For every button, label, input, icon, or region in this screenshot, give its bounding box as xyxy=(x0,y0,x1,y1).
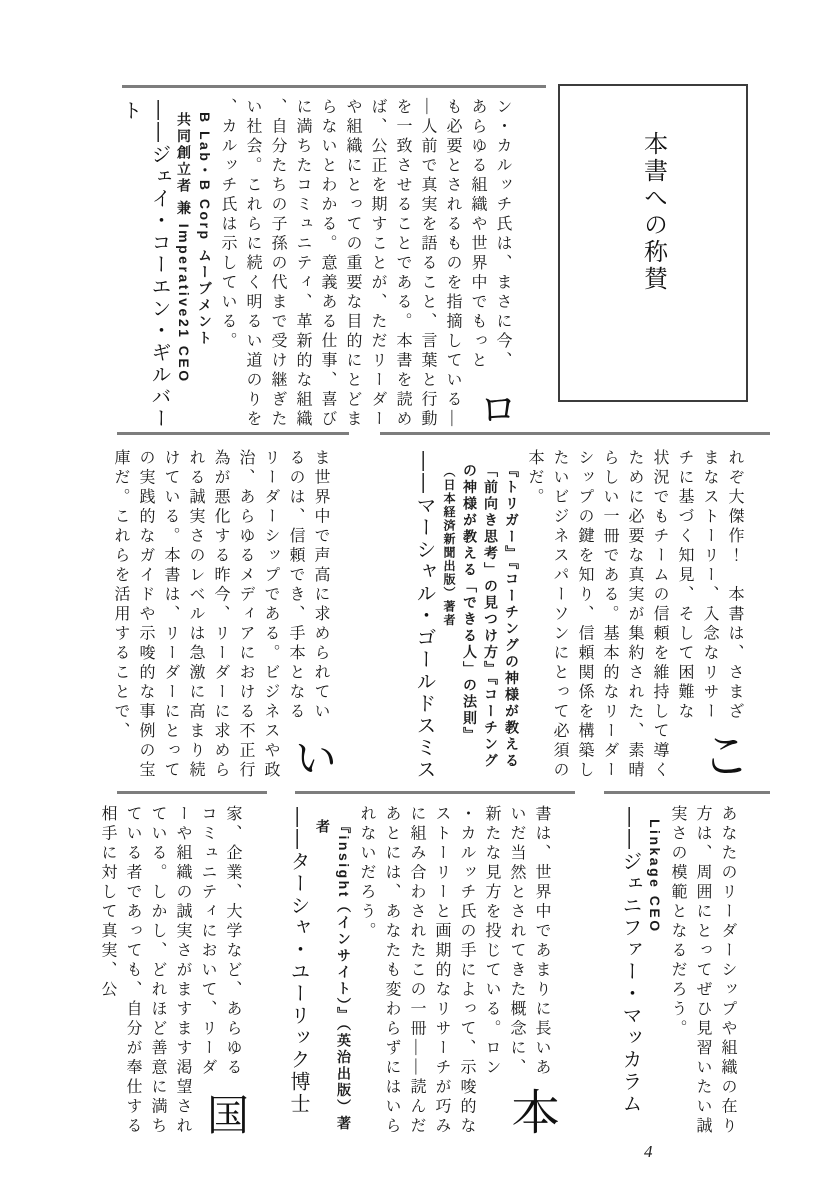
dropcap-kuni: 国 xyxy=(201,1093,247,1135)
divider-band3-left xyxy=(117,791,267,794)
endorsement-mccallum-name: ——ジェニファー・マッカラム xyxy=(619,807,641,1115)
endorsement-gilbert-body: ロ ン・カルッチ氏は、まさに今、あらゆる組織や世界中でもっとも必要とされるものを指摘している——人前で真実を語ること、言葉と行動を一致させることである。本書を読めば、公正を期すことが、ただリーダーや組織にとっての重要な目的にとどまらないとわかる。意義ある仕事、喜びに満ちたコミュニティ、革新的な組織、自分たちの子孫の代まで受け継ぎたい社会。これらに続く明るい道のりを、カルッチ氏は示している。 xyxy=(219,98,518,430)
section-title: 本書への称賛 xyxy=(639,131,666,293)
endorsement-mccallum-credit: Linkage CEO xyxy=(647,819,663,934)
section-title-box xyxy=(558,84,748,402)
endorsement-gilbert-credit-role: 共同創立者 兼 Imperative21 CEO xyxy=(176,112,192,384)
endorsement-gilbert-credit-org: B Lab・B Corp ムーブメント xyxy=(197,112,213,347)
dropcap-ro: ロ xyxy=(473,388,518,428)
dropcap-ko: こ xyxy=(694,729,750,779)
endorsement-eurich-name: ——ターシャ・ユーリック博士 xyxy=(287,807,309,1115)
endorsement-goldsmith-credit-publisher: （日本経済新聞出版）著者 xyxy=(442,465,456,627)
endorsement-gilbert-name: ——ジェイ・コーエン・ギルバート xyxy=(119,100,170,430)
endorsement-goldsmith-credit-books: 『トリガー』『コーチングの神様が教える「前向き思考」の見つけ方』『コーチングの神様が教える「できる人」の法則』 xyxy=(462,463,520,770)
endorsement-eurich-body: 本 書は、世界中であまりに長いあいだ当然とされてきた概念に、新たな見方を投じている。ロン・カルッチ氏の手によって、示唆的なストーリーと画期的なリサーチが巧みに組み合わされたこの一冊——読んだあとには、あなたも変わらずにはいられないだろう。 xyxy=(358,805,557,1137)
endorsement-goldsmith-body: こ れぞ大傑作！ 本書は、さまざまなストーリー、入念なリサーチに基づく知見、そして困難な状況でもチームの信頼を維持して導くために必要な真実が集約された、素晴らしい一冊である。基本的なリーダーシップの鍵を知り、信頼関係を構築したいビジネスパーソンにとって必須の本だ。 xyxy=(526,449,750,781)
endorsement-goldsmith-name: ——マーシャル・ゴールドスミス xyxy=(413,451,435,781)
page-number: 4 xyxy=(644,1142,653,1161)
divider-band3-middle xyxy=(295,791,575,794)
endorsement-last xyxy=(99,805,247,1141)
endorsement-mccallum-part1 xyxy=(112,449,336,785)
endorsement-eurich-credit: 『insight（インサイト）』（英治出版）著者 xyxy=(315,819,352,1133)
endorsement-goldsmith xyxy=(379,449,750,785)
dropcap-i: い xyxy=(287,735,336,779)
divider-band3-right xyxy=(604,791,770,794)
endorsement-mccallum-body-start: い ま世界中で声高に求められているのは、信頼でき、手本となるリーダーシップである。ビジネスや政治、あらゆるメディアにおける不正行為が悪化する昨今、リーダーに求められる誠実さのレベルは急激に高まり続けている。本書は、リーダーにとっての実践的なガイドや示唆的な事例の宝庫だ。これらを活用することで、 xyxy=(112,449,336,781)
dropcap-hon: 本 xyxy=(504,1087,557,1135)
endorsement-mccallum-part2 xyxy=(595,805,740,1139)
endorsement-mccallum-body-end: あなたのリーダーシップや組織の在り方は、周囲にとってぜひ見習いたい誠実さの模範となるだろう。 xyxy=(669,805,736,1137)
divider-top xyxy=(122,85,546,88)
endorsement-gilbert xyxy=(119,98,518,434)
endorsement-last-body: 国 家、企業、大学など、あらゆるコミュニティにおいて、リーダーや組織の誠実さがますます渇望されている。しかし、どれほど善意に満ちている者であっても、自分が奉仕する相手に対して真実、公 xyxy=(99,805,247,1137)
endorsement-eurich xyxy=(287,805,557,1141)
